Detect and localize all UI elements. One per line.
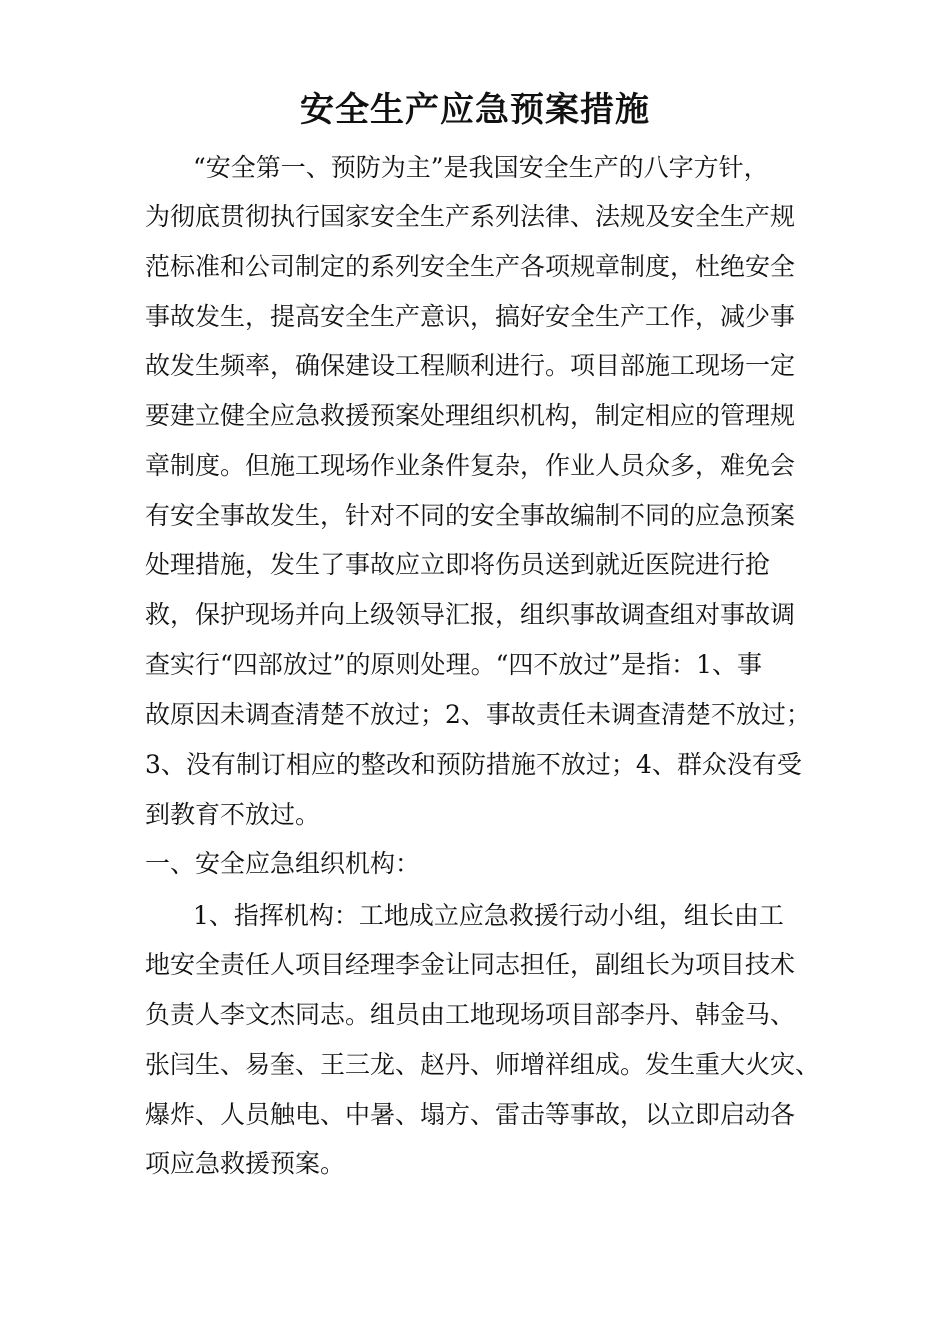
document-title: 安全生产应急预案措施 [300, 90, 650, 130]
paragraph-line: 事故发生，提高安全生产意识，搞好安全生产工作，减少事 [145, 302, 796, 331]
paragraph-line: 查实行“四部放过”的原则处理。“四不放过”是指：1、事 [145, 650, 763, 679]
paragraph-line: 爆炸、人员触电、中暑、塌方、雷击等事故，以立即启动各 [145, 1100, 796, 1129]
paragraph-line: 要建立健全应急救援预案处理组织机构，制定相应的管理规 [145, 401, 796, 430]
paragraph-line: 救，保护现场并向上级领导汇报，组织事故调查组对事故调 [145, 600, 796, 629]
section-heading: 一、安全应急组织机构： [145, 849, 421, 878]
paragraph-line: 3、没有制订相应的整改和预防措施不放过；4、群众没有受 [145, 750, 802, 779]
paragraph-line: 故原因未调查清楚不放过；2、事故责任未调查清楚不放过； [145, 700, 811, 729]
paragraph-line: 张闫生、易奎、王三龙、赵丹、师增祥组成。发生重大火灾、 [145, 1050, 821, 1079]
paragraph-line: 有安全事故发生，针对不同的安全事故编制不同的应急预案 [145, 501, 796, 530]
paragraph-line: 项应急救援预案。 [145, 1149, 346, 1178]
paragraph-line: 范标准和公司制定的系列安全生产各项规章制度，杜绝安全 [145, 252, 796, 281]
paragraph-line: 故发生频率，确保建设工程顺利进行。项目部施工现场一定 [145, 351, 796, 380]
paragraph-line: 负责人李文杰同志。组员由工地现场项目部李丹、韩金马、 [145, 1000, 796, 1029]
paragraph-line: 地安全责任人项目经理李金让同志担任，副组长为项目技术 [145, 950, 796, 979]
paragraph-line: “安全第一、预防为主”是我国安全生产的八字方针， [193, 153, 769, 182]
paragraph-line: 为彻底贯彻执行国家安全生产系列法律、法规及安全生产规 [145, 202, 796, 231]
paragraph-line: 1、指挥机构：工地成立应急救援行动小组，组长由工 [193, 901, 784, 930]
paragraph-line: 处理措施，发生了事故应立即将伤员送到就近医院进行抢 [145, 550, 771, 579]
paragraph-line: 到教育不放过。 [145, 800, 321, 829]
paragraph-line: 章制度。但施工现场作业条件复杂，作业人员众多，难免会 [145, 451, 796, 480]
